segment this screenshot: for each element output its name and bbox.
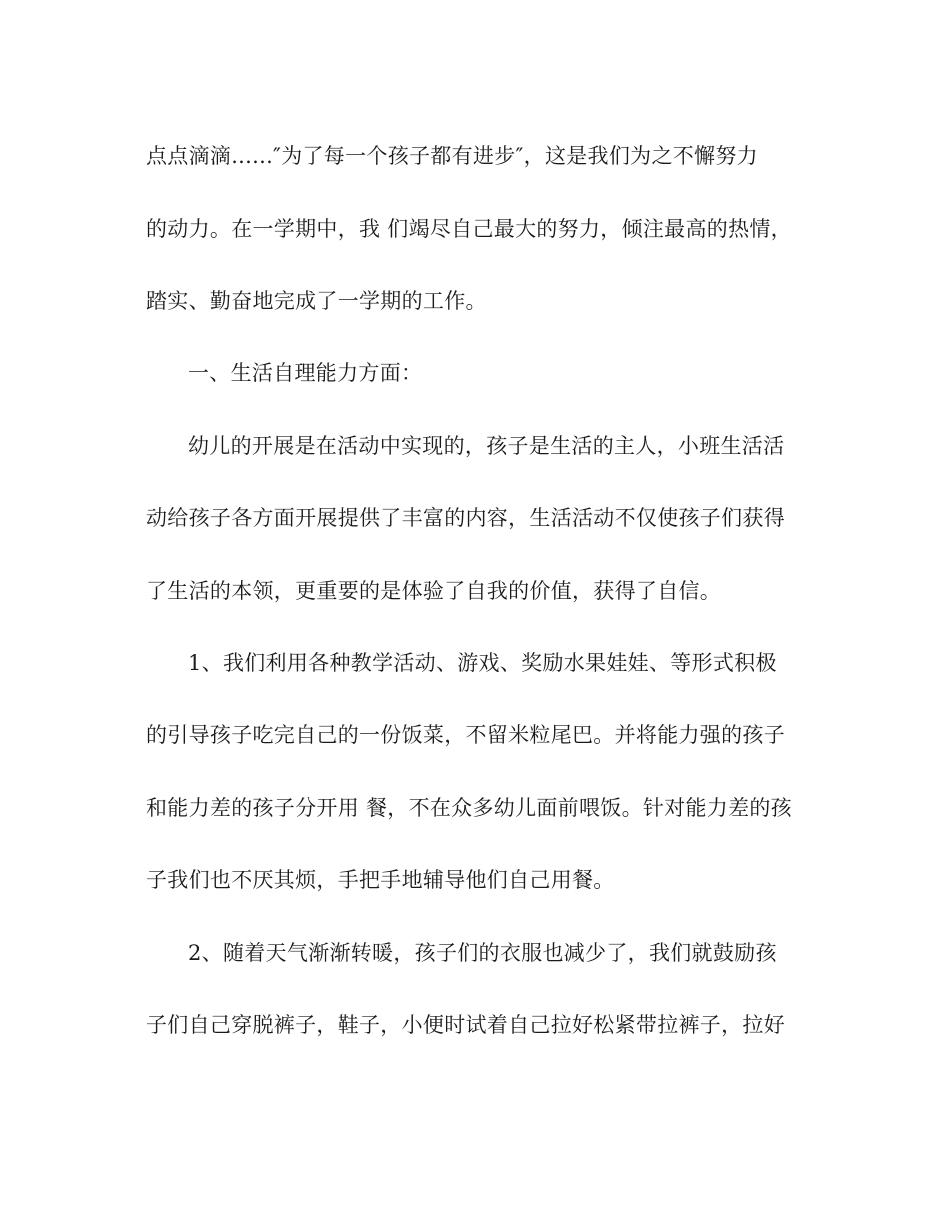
- text-line-12: 2、随着天气渐渐转暖，孩子们的衣服也减少了，我们就鼓励孩: [188, 941, 777, 965]
- text-line-8: 1、我们利用各种教学活动、游戏、奖励水果娃娃、等形式积极: [188, 651, 777, 675]
- text-line-7: 了生活的本领，更重要的是体验了自我的价值，获得了自信。: [146, 579, 722, 603]
- text-line-11: 子我们也不厌其烦，手把手地辅导他们自己用餐。: [146, 868, 615, 892]
- text-line-13: 子们自己穿脱裤子，鞋子，小便时试着自己拉好松紧带拉裤子，拉好: [146, 1013, 785, 1037]
- text-line-5: 幼儿的开展是在活动中实现的，孩子是生活的主人，小班生活活: [188, 434, 785, 458]
- text-line-9: 的引导孩子吃完自己的一份饭菜，不留米粒尾巴。并将能力强的孩子: [146, 723, 785, 747]
- section-heading: 一、生活自理能力方面：: [188, 361, 423, 385]
- text-line-1: 点点滴滴......″为了每一个孩子都有进步″，这是我们为之不懈努力: [146, 144, 758, 168]
- text-line-6: 动给孩子各方面开展提供了丰富的内容，生活活动不仅使孩子们获得: [146, 506, 785, 530]
- text-line-2: 的动力。在一学期中，我 们竭尽自己最大的努力，倾注最高的热情，: [146, 217, 792, 241]
- text-line-10: 和能力差的孩子分开用 餐，不在众多幼儿面前喂饭。针对能力差的孩: [146, 796, 792, 820]
- text-line-3: 踏实、勤奋地完成了一学期的工作。: [146, 289, 487, 313]
